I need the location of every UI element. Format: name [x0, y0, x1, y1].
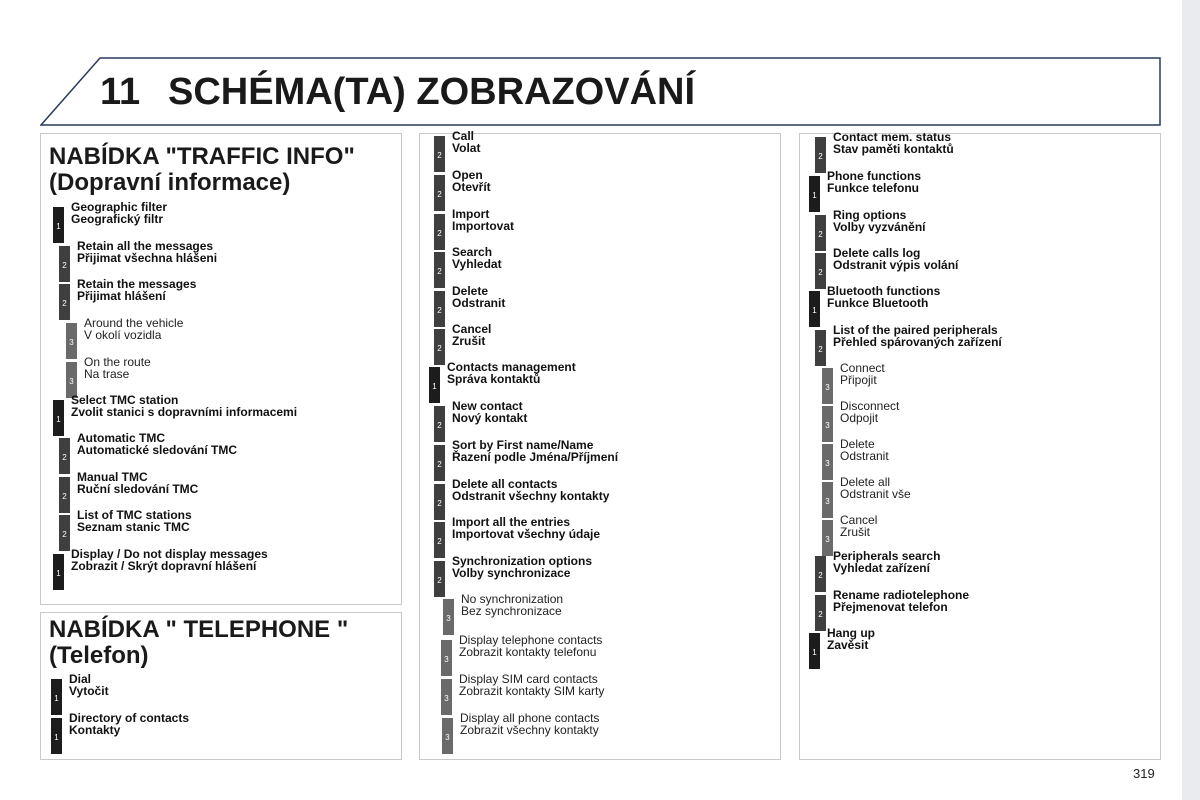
menu-item-text — [840, 362, 885, 386]
level-badge: 1 — [809, 291, 820, 327]
menu-item-english: Delete all contacts — [452, 477, 558, 491]
traffic-title-line1: NABÍDKA "TRAFFIC INFO" — [49, 143, 355, 170]
menu-item-english: Dial — [69, 672, 92, 686]
level-badge: 2 — [815, 595, 826, 631]
menu-item-czech: Řazení podle Jména/Příjmení — [452, 450, 619, 464]
level-badge: 2 — [434, 214, 445, 250]
menu-item-english: Display telephone contacts — [459, 633, 603, 647]
level-badge: 2 — [434, 252, 445, 288]
menu-item-english: Disconnect — [840, 399, 900, 413]
menu-item-english: List of TMC stations — [77, 508, 192, 522]
menu-item-text — [827, 627, 875, 651]
level-badge: 1 — [51, 679, 62, 715]
telephone-title-line1: NABÍDKA " TELEPHONE " — [49, 616, 349, 643]
menu-item-english: Automatic TMC — [77, 431, 165, 445]
menu-item-czech: Zrušit — [840, 525, 870, 539]
menu-item-text — [84, 317, 183, 341]
menu-item-english: Open — [452, 168, 483, 182]
menu-item-english: Ring options — [833, 208, 907, 222]
menu-item-text — [452, 169, 491, 193]
menu-item-czech: Odstranit — [840, 449, 889, 463]
menu-item-czech: Odstranit všechny kontakty — [452, 489, 610, 503]
telephone-title — [49, 617, 348, 669]
menu-item-czech: Přijimat hlášení — [77, 289, 166, 303]
menu-item-english: Display / Do not display messages — [71, 547, 268, 561]
menu-item-text — [452, 400, 527, 424]
level-badge: 1 — [809, 176, 820, 212]
menu-item-czech: Seznam stanic TMC — [77, 520, 190, 534]
menu-item-czech: Vyhledat zařízení — [833, 561, 930, 575]
menu-item-text — [69, 673, 109, 697]
menu-item-text — [452, 208, 514, 232]
menu-item-english: Retain all the messages — [77, 239, 214, 253]
menu-item-text — [840, 438, 889, 462]
level-badge: 2 — [59, 515, 70, 551]
menu-item-czech: Importovat — [452, 219, 515, 233]
menu-item-czech: Zobrazit všechny kontakty — [460, 723, 599, 737]
menu-item-text — [447, 361, 576, 385]
menu-item-english: Manual TMC — [77, 470, 148, 484]
menu-item-czech: Stav paměti kontaktů — [833, 142, 954, 156]
menu-item-english: Cancel — [840, 513, 878, 527]
menu-item-czech: Kontakty — [69, 723, 121, 737]
menu-item-text — [69, 712, 189, 736]
menu-item-text — [827, 170, 921, 194]
level-badge: 3 — [442, 718, 453, 754]
menu-item-czech: V okolí vozidla — [84, 328, 162, 342]
level-badge: 2 — [434, 406, 445, 442]
menu-item-english: Delete — [452, 284, 489, 298]
level-badge: 2 — [815, 137, 826, 173]
menu-item-english: Directory of contacts — [69, 711, 190, 725]
menu-item-english: Import all the entries — [452, 515, 571, 529]
level-badge: 2 — [59, 284, 70, 320]
menu-item-text — [77, 240, 217, 264]
level-badge: 2 — [434, 136, 445, 172]
level-badge: 3 — [66, 362, 77, 398]
menu-item-czech: Ruční sledování TMC — [77, 482, 199, 496]
menu-item-czech: Odstranit výpis volání — [833, 258, 959, 272]
level-badge: 3 — [822, 520, 833, 556]
level-badge: 2 — [434, 522, 445, 558]
level-badge: 2 — [815, 215, 826, 251]
level-badge: 2 — [59, 477, 70, 513]
menu-item-czech: Importovat všechny údaje — [452, 527, 601, 541]
menu-item-czech: Geografický filtr — [71, 212, 164, 226]
menu-item-text — [840, 476, 911, 500]
level-badge: 3 — [443, 599, 454, 635]
menu-item-text — [460, 712, 599, 736]
traffic-info-title — [49, 144, 355, 196]
level-badge: 2 — [434, 561, 445, 597]
menu-item-czech: Správa kontaktů — [447, 372, 541, 386]
level-badge: 1 — [51, 718, 62, 754]
menu-item-czech: Přehled spárovaných zařízení — [833, 335, 1002, 349]
menu-item-czech: Odstranit vše — [840, 487, 911, 501]
telephone-title-line2: (Telefon) — [49, 642, 149, 669]
menu-item-czech: Na trase — [84, 367, 130, 381]
menu-item-english: Delete all — [840, 475, 891, 489]
menu-item-czech: Zobrazit kontakty SIM karty — [459, 684, 605, 698]
menu-item-text — [452, 130, 480, 154]
menu-item-czech: Nový kontakt — [452, 411, 528, 425]
menu-item-text — [833, 550, 940, 574]
menu-item-text — [77, 278, 196, 302]
level-badge: 2 — [59, 246, 70, 282]
menu-item-czech: Zrušit — [452, 334, 486, 348]
menu-item-text — [71, 394, 297, 418]
level-badge: 3 — [822, 368, 833, 404]
page-number: 319 — [1133, 766, 1155, 781]
menu-item-czech: Odpojit — [840, 411, 879, 425]
page-edge-strip — [1182, 0, 1200, 800]
menu-item-czech: Funkce Bluetooth — [827, 296, 929, 310]
menu-item-czech: Zvolit stanici s dopravními informacemi — [71, 405, 298, 419]
menu-item-text — [71, 548, 268, 572]
chapter-number: 11 — [100, 71, 141, 113]
level-badge: 2 — [815, 330, 826, 366]
menu-item-english: Import — [452, 207, 490, 221]
level-badge: 3 — [441, 640, 452, 676]
menu-item-czech: Vyhledat — [452, 257, 502, 271]
menu-item-english: Synchronization options — [452, 554, 592, 568]
chapter-title: SCHÉMA(TA) ZOBRAZOVÁNÍ — [168, 71, 696, 113]
menu-item-english: Contact mem. status — [833, 130, 952, 144]
menu-item-text — [833, 324, 1002, 348]
menu-item-english: No synchronization — [461, 592, 564, 606]
level-badge: 1 — [53, 207, 64, 243]
menu-item-czech: Odstranit — [452, 296, 506, 310]
level-badge: 1 — [809, 633, 820, 669]
menu-item-text — [827, 285, 940, 309]
menu-item-text — [452, 439, 618, 463]
level-badge: 1 — [429, 367, 440, 403]
level-badge: 3 — [822, 406, 833, 442]
menu-item-czech: Volby vyzvánění — [833, 220, 926, 234]
menu-item-text — [452, 516, 600, 540]
level-badge: 2 — [434, 175, 445, 211]
menu-item-english: Display SIM card contacts — [459, 672, 598, 686]
menu-item-english: Display all phone contacts — [460, 711, 600, 725]
menu-item-text — [452, 323, 491, 347]
menu-item-text — [833, 589, 969, 613]
menu-item-english: Rename radiotelephone — [833, 588, 970, 602]
menu-item-text — [833, 209, 925, 233]
traffic-title-line2: (Dopravní informace) — [49, 169, 291, 196]
menu-item-text — [84, 356, 151, 380]
menu-item-english: Cancel — [452, 322, 492, 336]
menu-item-english: Bluetooth functions — [827, 284, 941, 298]
menu-item-english: New contact — [452, 399, 523, 413]
menu-item-english: Around the vehicle — [84, 316, 184, 330]
level-badge: 2 — [434, 445, 445, 481]
menu-item-czech: Otevřít — [452, 180, 491, 194]
menu-item-english: Connect — [840, 361, 885, 375]
menu-item-text — [833, 247, 958, 271]
menu-item-text — [461, 593, 563, 617]
menu-item-czech: Zobrazit / Skrýt dopravní hlášení — [71, 559, 257, 573]
menu-item-czech: Přijimat všechna hlášeni — [77, 251, 218, 265]
level-badge: 2 — [59, 438, 70, 474]
menu-item-english: Search — [452, 245, 493, 259]
menu-item-text — [840, 400, 899, 424]
level-badge: 2 — [434, 484, 445, 520]
menu-item-english: Delete — [840, 437, 875, 451]
menu-item-text — [452, 555, 592, 579]
menu-item-czech: Volat — [452, 141, 481, 155]
menu-item-czech: Zavěsit — [827, 638, 869, 652]
menu-item-czech: Automatické sledování TMC — [77, 443, 238, 457]
level-badge: 1 — [53, 400, 64, 436]
menu-item-english: Phone functions — [827, 169, 921, 183]
menu-item-text — [77, 509, 192, 533]
menu-item-english: Geographic filter — [71, 200, 168, 214]
menu-item-english: List of the paired peripherals — [833, 323, 998, 337]
menu-item-czech: Vytočit — [69, 684, 109, 698]
level-badge: 3 — [822, 444, 833, 480]
menu-item-text — [77, 471, 198, 495]
menu-item-czech: Připojit — [840, 373, 877, 387]
level-badge: 1 — [53, 554, 64, 590]
menu-item-english: Sort by First name/Name — [452, 438, 594, 452]
menu-item-text — [71, 201, 167, 225]
menu-item-english: On the route — [84, 355, 151, 369]
level-badge: 3 — [441, 679, 452, 715]
menu-item-text — [77, 432, 237, 456]
menu-item-text — [452, 285, 505, 309]
menu-item-text — [459, 634, 602, 658]
menu-item-english: Contacts management — [447, 360, 576, 374]
level-badge: 3 — [66, 323, 77, 359]
level-badge: 2 — [434, 291, 445, 327]
menu-item-czech: Bez synchronizace — [461, 604, 562, 618]
level-badge: 2 — [815, 253, 826, 289]
menu-item-english: Delete calls log — [833, 246, 921, 260]
menu-item-english: Call — [452, 129, 475, 143]
level-badge: 2 — [815, 556, 826, 592]
menu-item-text — [459, 673, 604, 697]
chapter-header — [40, 57, 1161, 127]
menu-item-text — [840, 514, 877, 538]
menu-item-english: Hang up — [827, 626, 875, 640]
menu-item-text — [833, 131, 954, 155]
menu-item-text — [452, 478, 609, 502]
menu-item-czech: Přejmenovat telefon — [833, 600, 948, 614]
level-badge: 2 — [434, 329, 445, 365]
menu-item-text — [452, 246, 502, 270]
level-badge: 3 — [822, 482, 833, 518]
menu-item-czech: Funkce telefonu — [827, 181, 920, 195]
menu-item-english: Select TMC station — [71, 393, 179, 407]
menu-item-czech: Volby synchronizace — [452, 566, 571, 580]
menu-item-english: Retain the messages — [77, 277, 197, 291]
menu-item-english: Peripherals search — [833, 549, 941, 563]
menu-item-czech: Zobrazit kontakty telefonu — [459, 645, 597, 659]
